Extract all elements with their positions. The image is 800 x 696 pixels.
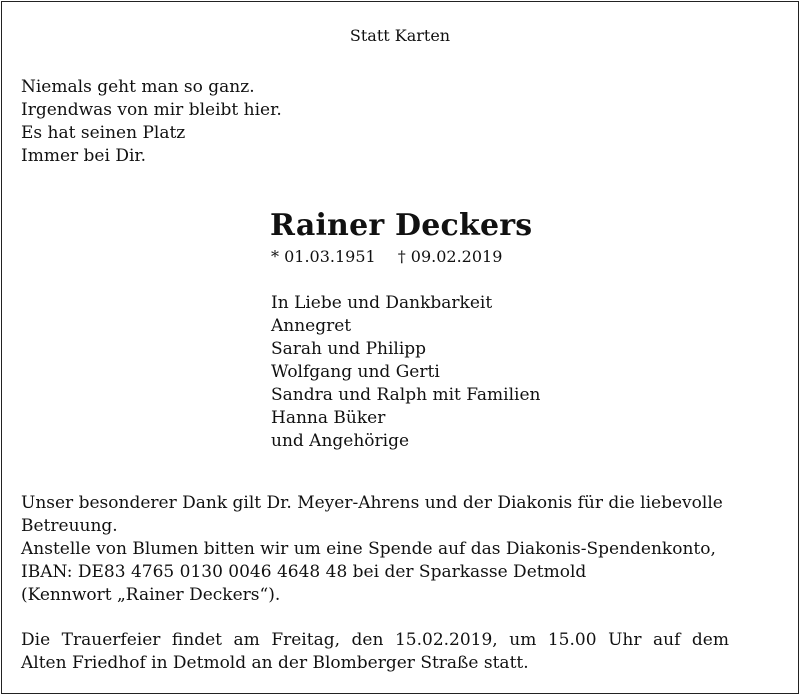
thanks-line: Betreuung.: [21, 516, 118, 536]
header-note: Statt Karten: [349, 26, 451, 45]
poem-line: Immer bei Dir.: [21, 146, 147, 166]
ceremony-word: Die: [21, 630, 51, 650]
mourner-name: Wolfgang und Gerti: [271, 362, 440, 382]
ceremony-word: den: [351, 630, 384, 650]
ceremony-line-2: Alten Friedhof in Detmold an der Blomberger Straße statt.: [21, 653, 529, 673]
ceremony-line-1: [21, 629, 729, 652]
ceremony-word: Trauerfeier: [61, 630, 161, 650]
ceremony-word: um: [509, 630, 537, 650]
thanks-line: Unser besonderer Dank gilt Dr. Meyer-Ahrens und der Diakonis für die liebevolle: [21, 493, 723, 513]
poem-line: Niemals geht man so ganz.: [21, 77, 255, 97]
ceremony-word: auf: [653, 630, 681, 650]
ceremony-word: Uhr: [608, 630, 642, 650]
mourner-name: Annegret: [271, 316, 352, 336]
death-date: † 09.02.2019: [397, 247, 503, 266]
mourner-name: Sandra und Ralph mit Familien: [271, 385, 541, 405]
mourner-name: Sarah und Philipp: [271, 339, 427, 359]
birth-date: * 01.03.1951: [271, 247, 376, 266]
keyword-line: (Kennwort „Rainer Deckers“).: [21, 585, 281, 605]
ceremony-word: dem: [691, 630, 729, 650]
mourner-name: und Angehörige: [271, 431, 410, 451]
iban-line: IBAN: DE83 4765 0130 0046 4648 48 bei der Sparkasse Detmold: [21, 562, 587, 582]
poem: [21, 76, 282, 168]
ceremony-paragraph: [21, 629, 729, 675]
donation-line: Anstelle von Blumen bitten wir um eine Spende auf das Diakonis-Spendenkonto,: [21, 539, 716, 559]
obituary-notice: [1, 1, 799, 694]
poem-line: Es hat seinen Platz: [21, 123, 186, 143]
ceremony-word: findet: [171, 630, 222, 650]
mourners-list: [271, 292, 540, 453]
ceremony-word: Freitag,: [271, 630, 340, 650]
ceremony-date: 15.02.2019,: [394, 630, 498, 650]
mourner-name: Hanna Büker: [271, 408, 386, 428]
poem-line: Irgendwas von mir bleibt hier.: [21, 100, 282, 120]
ceremony-word: am: [233, 630, 260, 650]
thanks-paragraph: [21, 492, 781, 607]
ceremony-time: 15.00: [547, 630, 597, 650]
deceased-name: Rainer Deckers: [270, 208, 533, 243]
life-dates: [271, 247, 502, 267]
mourners-intro: In Liebe und Dankbarkeit: [271, 293, 493, 313]
